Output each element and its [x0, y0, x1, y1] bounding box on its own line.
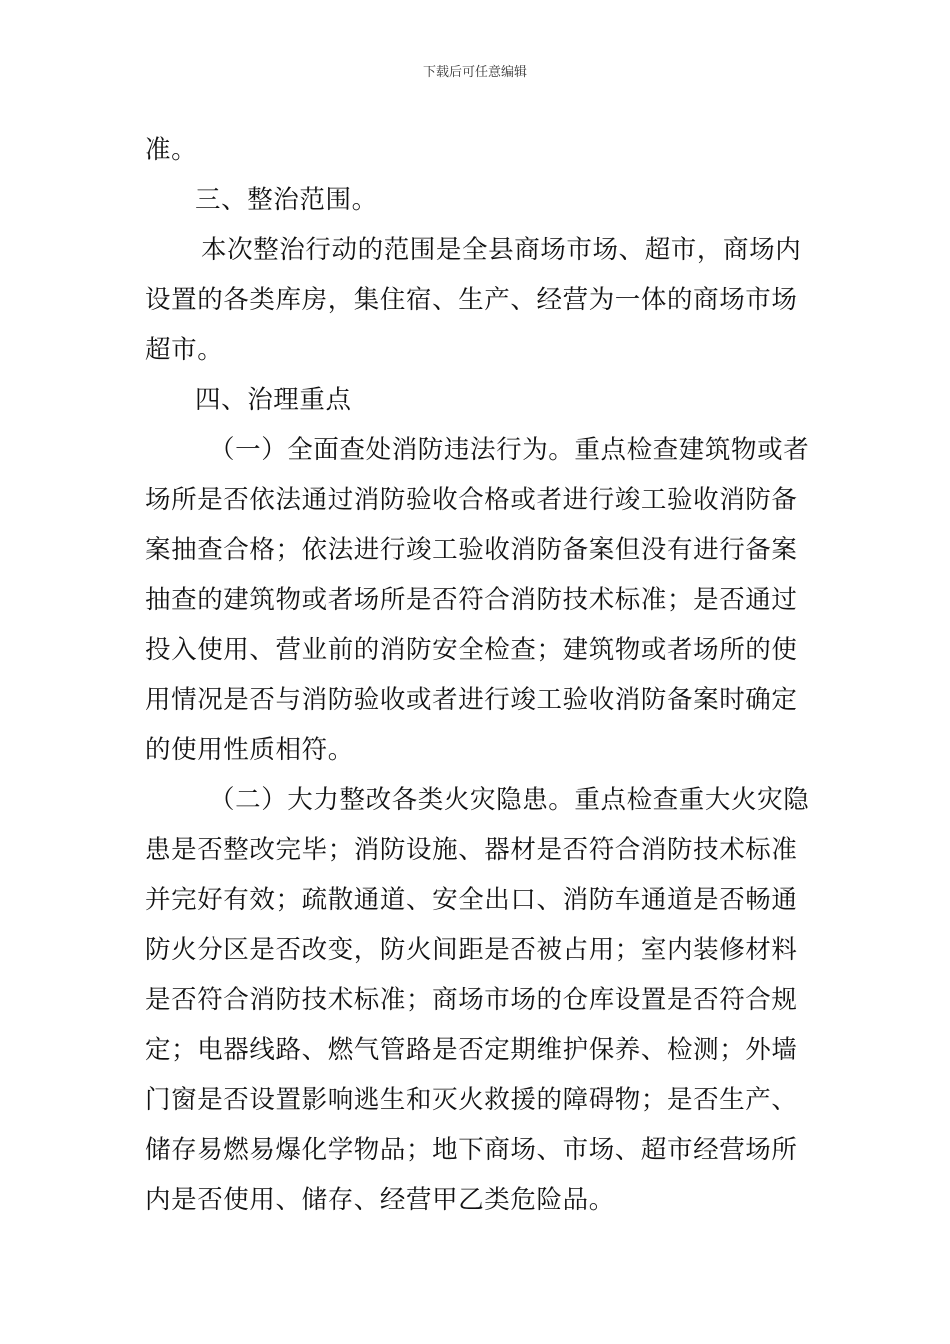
paragraph-line: 储存易燃易爆化学物品；地下商场、市场、超市经营场所	[145, 1135, 798, 1165]
paragraph-line: 超市。	[145, 335, 224, 365]
paragraph-line: 的使用性质相符。	[145, 735, 354, 765]
paragraph-line: （二）大力整改各类火灾隐患。重点检查重大火灾隐	[209, 785, 810, 815]
text-line: 准。	[145, 135, 198, 165]
paragraph-line: 投入使用、营业前的消防安全检查；建筑物或者场所的使	[145, 635, 798, 665]
section-heading: 三、整治范围。	[195, 185, 378, 215]
paragraph-line: 防火分区是否改变，防火间距是否被占用；室内装修材料	[145, 935, 798, 965]
paragraph-line: 本次整治行动的范围是全县商场市场、超市，商场内	[201, 235, 802, 265]
page-header: 下载后可任意编辑	[422, 65, 527, 80]
paragraph-line: 场所是否依法通过消防验收合格或者进行竣工验收消防备	[145, 485, 798, 515]
paragraph-line: 案抽查合格；依法进行竣工验收消防备案但没有进行备案	[145, 535, 798, 565]
paragraph-line: 设置的各类库房，集住宿、生产、经营为一体的商场市场	[145, 285, 798, 315]
paragraph-line: 患是否整改完毕；消防设施、器材是否符合消防技术标准	[145, 835, 798, 865]
paragraph-line: 抽查的建筑物或者场所是否符合消防技术标准；是否通过	[145, 585, 798, 615]
paragraph-line: 内是否使用、储存、经营甲乙类危险品。	[145, 1185, 615, 1215]
document-body	[145, 125, 810, 1225]
paragraph-line: （一）全面查处消防违法行为。重点检查建筑物或者	[209, 435, 810, 465]
paragraph-line: 定；电器线路、燃气管路是否定期维护保养、检测；外墙	[145, 1035, 798, 1065]
section-heading: 四、治理重点	[195, 385, 352, 415]
paragraph-line: 是否符合消防技术标准；商场市场的仓库设置是否符合规	[145, 985, 798, 1015]
paragraph-line: 并完好有效；疏散通道、安全出口、消防车通道是否畅通	[145, 885, 798, 915]
paragraph-line: 门窗是否设置影响逃生和灭火救援的障碍物；是否生产、	[145, 1085, 798, 1115]
paragraph-line: 用情况是否与消防验收或者进行竣工验收消防备案时确定	[145, 685, 798, 715]
